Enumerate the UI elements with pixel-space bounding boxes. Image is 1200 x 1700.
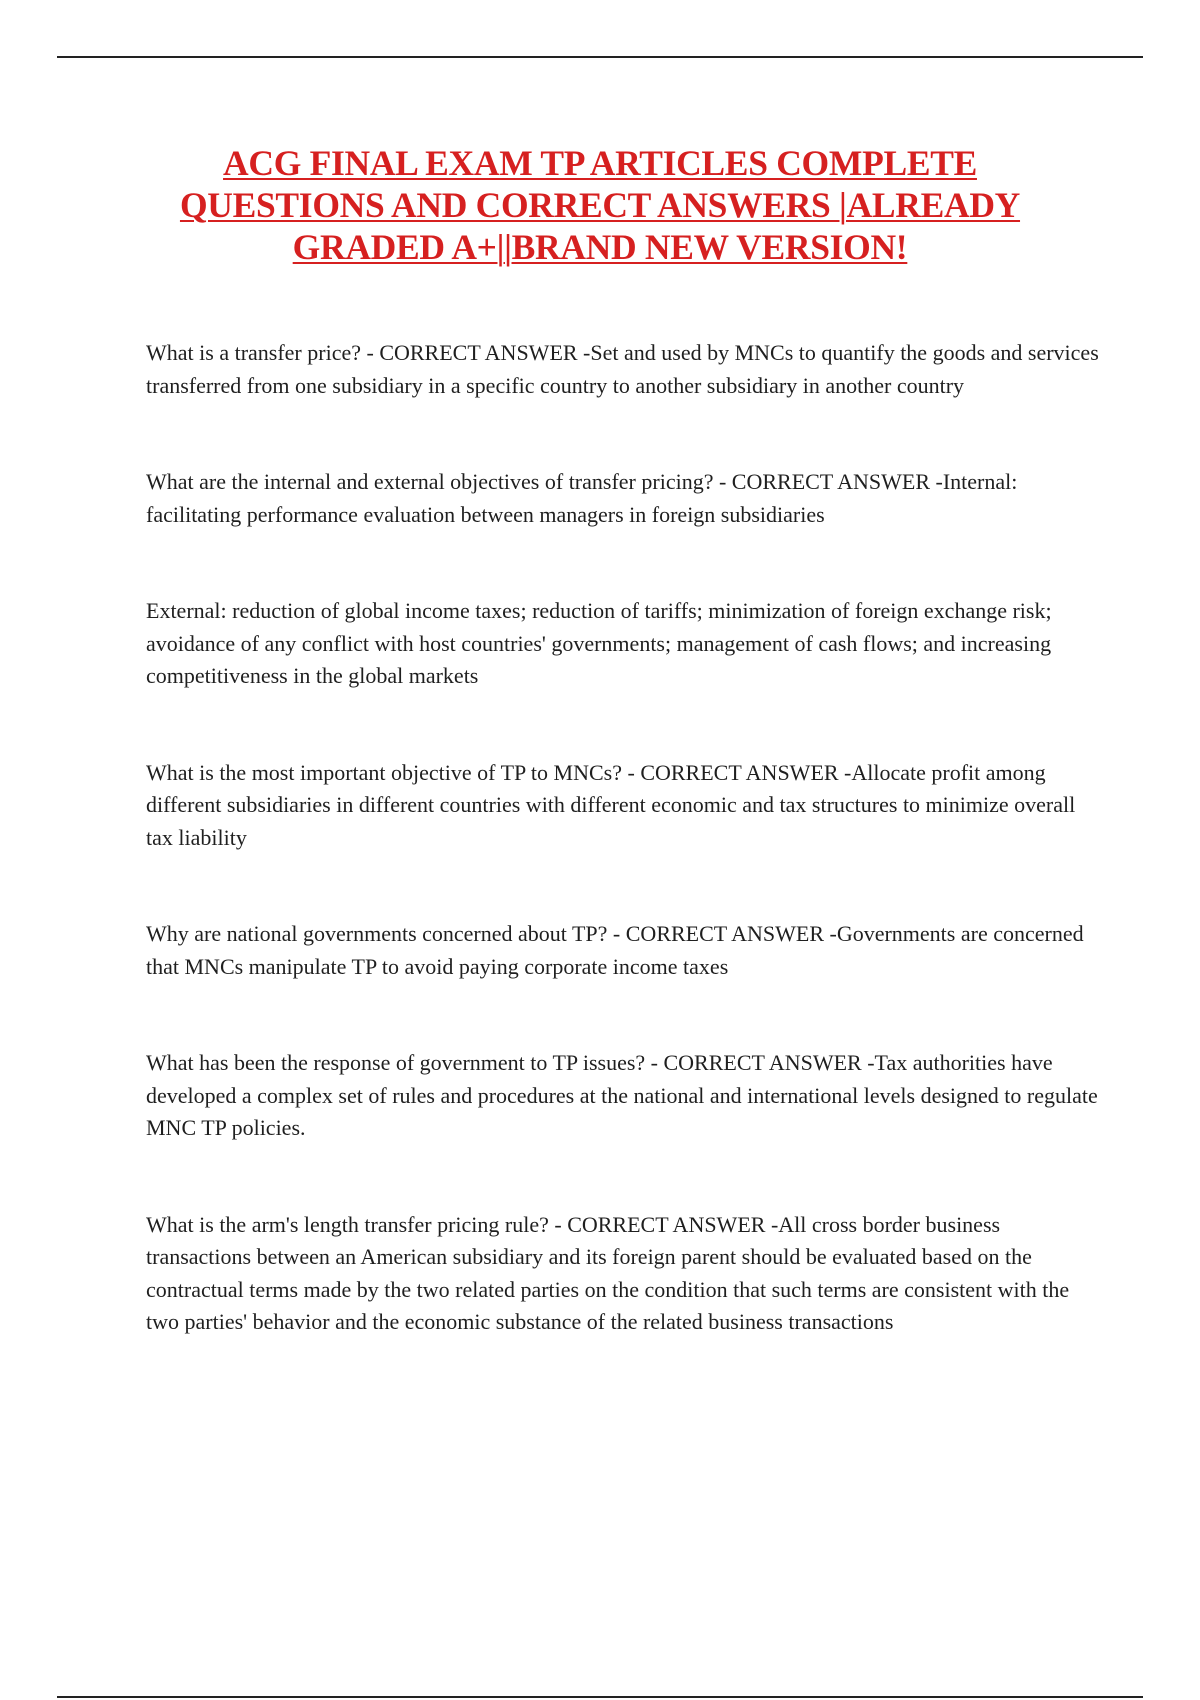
- qa-paragraph: What is a transfer price? - CORRECT ANSWER -Set and used by MNCs to quantify the goods and services transferred from one subsidiary in a specific country to another subsidiary in another country: [146, 340, 1099, 398]
- qa-paragraph: What are the internal and external objectives of transfer pricing? - CORRECT ANSWER -Internal: facilitating performance evaluation between managers in foreign subsidiaries: [146, 469, 1018, 527]
- qa-paragraph: What is the most important objective of TP to MNCs? - CORRECT ANSWER -Allocate profit among different subsidiaries in different countries with different economic and tax structures to minimize overall tax liability: [146, 759, 1076, 850]
- document-title: ACG FINAL EXAM TP ARTICLES COMPLETE QUESTIONS AND CORRECT ANSWERS |ALREADY GRADED A+||BRAND NEW VERSION!: [179, 143, 1021, 267]
- bottom-divider: [57, 1696, 1143, 1698]
- qa-paragraph: Why are national governments concerned about TP? - CORRECT ANSWER -Governments are concerned that MNCs manipulate TP to avoid paying corporate income taxes: [146, 921, 1084, 979]
- document-body: [146, 337, 1106, 1403]
- top-divider: [57, 56, 1143, 58]
- qa-paragraph: External: reduction of global income taxes; reduction of tariffs; minimization of foreign exchange risk; avoidance of any conflict with host countries' governments; management of cash flows; and increasing competitiveness in the global markets: [146, 598, 1052, 688]
- qa-paragraph: What is the arm's length transfer pricing rule? - CORRECT ANSWER -All cross border business transactions between an American subsidiary and its foreign parent should be evaluated based on the contractual terms made by the two related parties on the condition that such terms are consistent with the two parties' behavior and the economic substance of the related business transactions: [146, 1211, 1070, 1334]
- qa-paragraph: What has been the response of government to TP issues? - CORRECT ANSWER -Tax authorities have developed a complex set of rules and procedures at the national and international levels designed to regulate MNC TP policies.: [146, 1050, 1098, 1140]
